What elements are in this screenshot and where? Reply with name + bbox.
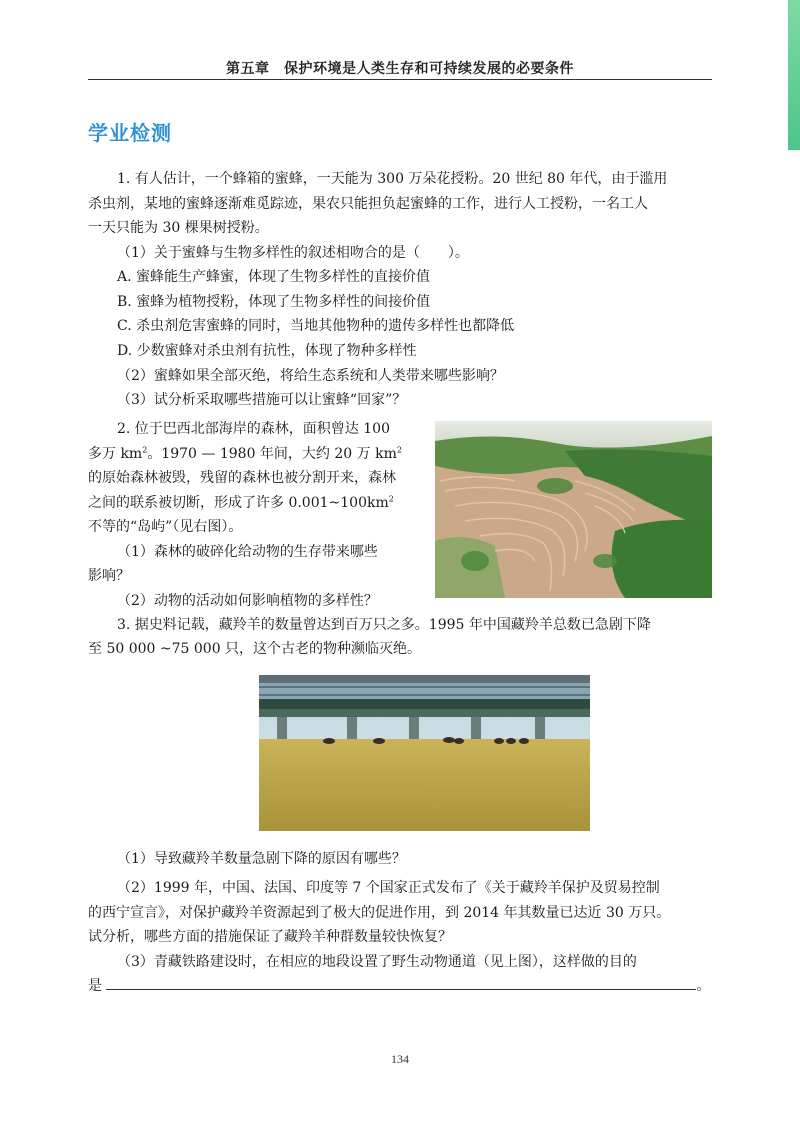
section-title: 学业检测	[88, 121, 172, 145]
q2-line-1: 2. 位于巴西北部海岸的森林，面积曾达 100	[117, 421, 390, 437]
q1-option-b: B. 蜜蜂为植物授粉，体现了生物多样性的间接价值	[117, 294, 431, 310]
q1-line-1: 1. 有人估计，一个蜂箱的蜜蜂，一天能为 300 万朵花授粉。20 世纪 80 年代，由于滥用	[117, 171, 668, 187]
answer-blank[interactable]	[106, 975, 696, 990]
q2-line-2	[88, 442, 428, 467]
railway-wildlife-passage-photo	[259, 675, 590, 831]
q3-sub3-answer-line	[88, 974, 714, 999]
q1-option-c: C. 杀虫剂危害蜜蜂的同时，当地其他物种的遗传多样性也都降低	[117, 318, 515, 334]
q3-line-2: 至 50 000 ~75 000 只，这个古老的物种濒临灭绝。	[88, 641, 422, 657]
q1-option-d: D. 少数蜜蜂对杀虫剂有抗性，体现了物种多样性	[117, 343, 417, 359]
q1-sub3: （3）试分析采取哪些措施可以让蜜蜂“回家”？	[117, 392, 407, 408]
q2-island-size-text: 之间的联系被切断，形成了许多 0.001~100km	[88, 494, 389, 511]
q3-sub3-line-1: （3）青藏铁路建设时，在相应的地段设置了野生动物通道（见上图），这样做的目的	[117, 954, 637, 970]
q2-sub1: （1）森林的破碎化给动物的生存带来哪些	[117, 543, 378, 560]
q2-text-block	[88, 417, 428, 613]
q1-sub1: （1）关于蜜蜂与生物多样性的叙述相吻合的是（ ）。	[117, 245, 469, 261]
q2-sub2: （2）动物的活动如何影响植物的多样性？	[117, 592, 378, 609]
q3-line-1: 3. 据史料记载，藏羚羊的数量曾达到百万只之多。1995 年中国藏羚羊总数已急剧下降	[117, 617, 651, 633]
superscript: 2	[142, 444, 148, 454]
q3-sub2-line-1: （2）1999 年，中国、法国、印度等 7 个国家正式发布了《关于藏羚羊保护及贸易控制	[117, 880, 660, 896]
q3-sub1: （1）导致藏羚羊数量急剧下降的原因有哪些？	[117, 851, 406, 867]
q1-line-2: 杀虫剂，某地的蜜蜂逐渐难觅踪迹，果农只能担负起蜜蜂的工作，进行人工授粉，一名工人	[88, 196, 648, 212]
q3-sub2-line-3: 试分析，哪些方面的措施保证了藏羚羊种群数量较快恢复？	[88, 929, 452, 945]
q2-area-text: 多万 km	[88, 445, 143, 462]
page-number: 134	[391, 1052, 409, 1066]
header-divider	[88, 79, 712, 80]
chapter-header: 第五章 保护环境是人类生存和可持续发展的必要条件	[226, 62, 574, 77]
q2-sub1-cont: 影响？	[88, 568, 130, 584]
q2-line-4	[88, 491, 428, 516]
q1-sub2: （2）蜜蜂如果全部灭绝，将给生态系统和人类带来哪些影响？	[117, 368, 504, 384]
q3-sub3-suffix: 。	[696, 978, 711, 994]
fragmented-forest-photo	[435, 421, 712, 598]
q1-option-a: A. 蜜蜂能生产蜂蜜，体现了生物多样性的直接价值	[117, 269, 431, 285]
q2-line-3: 的原始森林被毁，残留的森林也被分割开来，森林	[88, 470, 396, 486]
q2-line-5: 不等的“岛屿”（见右图）。	[88, 519, 243, 535]
q3-sub2-line-2: 的西宁宣言》，对保护藏羚羊资源起到了极大的促进作用，到 2014 年其数量已达近 30 万只。	[88, 905, 671, 921]
q2-period-text: 。1970 — 1980 年间，大约 20 万 km	[147, 445, 397, 462]
q1-line-3: 一天只能为 30 棵果树授粉。	[88, 220, 269, 236]
superscript: 2	[396, 444, 402, 454]
q3-sub3-prefix: 是	[88, 978, 102, 994]
superscript: 2	[388, 493, 394, 503]
